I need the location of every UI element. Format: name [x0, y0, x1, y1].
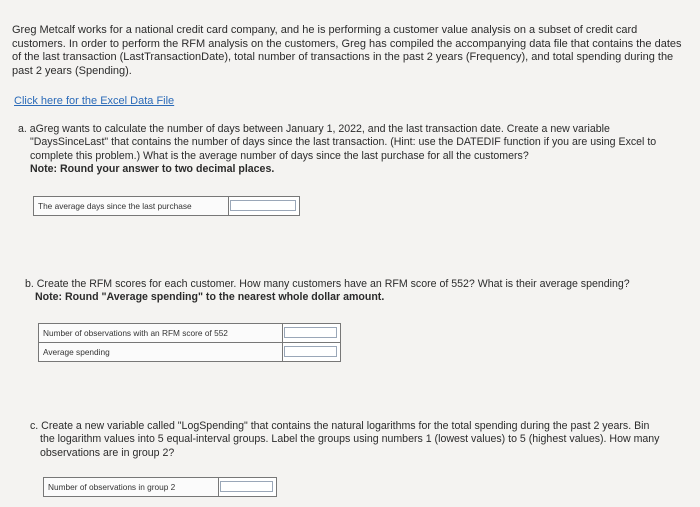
- group-2-count-input[interactable]: [220, 481, 273, 492]
- part-c-rest: the logarithm values into 5 equal-interval groups. Label the groups using numbers 1 (lowest values) to 5 (highest values). How many observations are in group 2?: [40, 433, 660, 459]
- excel-data-file-link[interactable]: Click here for the Excel Data File: [14, 95, 175, 107]
- rfm-552-count-input[interactable]: [284, 327, 337, 338]
- average-spending-input[interactable]: [284, 346, 337, 357]
- part-c-answer-table: [43, 477, 277, 497]
- average-days-cell: [229, 197, 300, 216]
- part-a-question: [18, 123, 688, 177]
- rfm-552-count-cell: [283, 324, 341, 343]
- part-b-note: Note: Round "Average spending" to the nearest whole dollar amount.: [35, 291, 385, 304]
- group-2-count-cell: [219, 478, 277, 497]
- part-b-first-line: b. Create the RFM scores for each customer. How many customers have an RFM score of 552? What is their average spending?: [25, 278, 630, 290]
- average-days-label: The average days since the last purchase: [34, 197, 229, 216]
- table-row: [39, 324, 341, 343]
- part-a-prefix: a.: [18, 123, 30, 135]
- rfm-552-count-label: Number of observations with an RFM score of 552: [39, 324, 283, 343]
- table-row: [34, 197, 300, 216]
- part-b-question: [25, 278, 685, 305]
- part-a-note: Note: Round your answer to two decimal places.: [30, 163, 275, 176]
- table-row: [39, 343, 341, 362]
- part-a-line1: [18, 123, 688, 136]
- part-c-first-line: c. Create a new variable called "LogSpending" that contains the natural logarithms for the total spending during the past 2 years. Bin: [30, 420, 650, 432]
- part-a-first-line: aGreg wants to calculate the number of days between January 1, 2022, and the last transaction date. Create a new variable: [29, 123, 610, 135]
- average-spending-cell: [283, 343, 341, 362]
- average-days-input[interactable]: [230, 200, 296, 211]
- average-spending-label: Average spending: [39, 343, 283, 362]
- part-a-rest: "DaysSinceLast" that contains the number of days since the last transaction. (Hint: use the DATEDIF function if you are using Excel to complete this problem.) What is the average number of days since the last purchase for all the customers?: [30, 136, 657, 162]
- table-row: [44, 478, 277, 497]
- group-2-count-label: Number of observations in group 2: [44, 478, 219, 497]
- part-c-question: [30, 420, 680, 460]
- problem-intro: Greg Metcalf works for a national credit card company, and he is performing a customer value analysis on a subset of credit card customers. In order to perform the RFM analysis on the customers, Greg has compiled the accompanying data file that contains the dates of the last transaction (LastTransactionDate), total number of transactions in the past 2 years (Frequency), and total spending during the past 2 years (Spending).: [12, 24, 682, 77]
- part-a-answer-table: [33, 196, 300, 216]
- part-b-answer-table: [38, 323, 341, 362]
